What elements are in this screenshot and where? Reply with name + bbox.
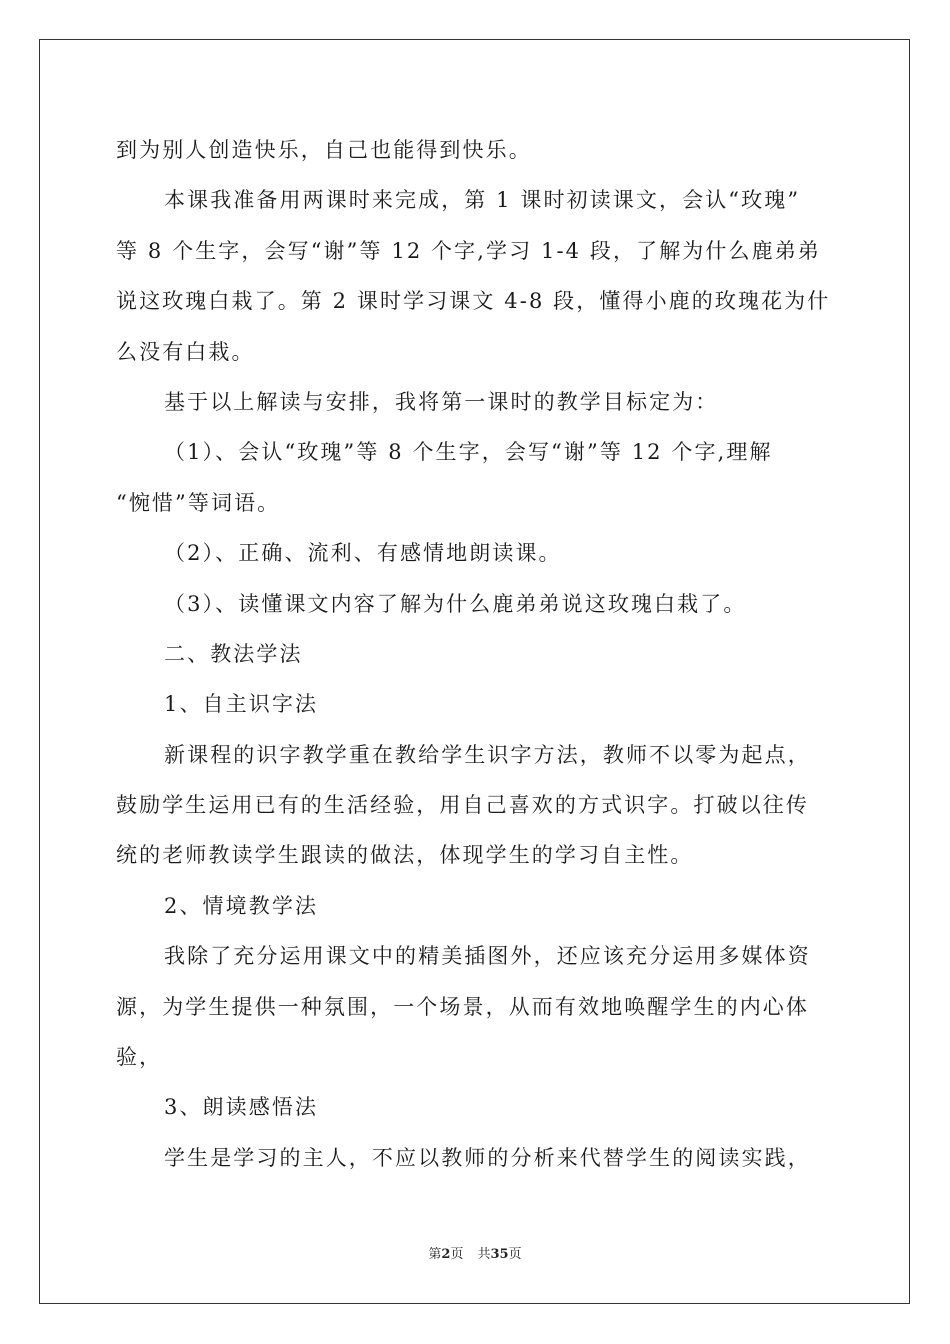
subsection-heading: 3、朗读感悟法 <box>164 1095 319 1120</box>
text-line: 等 8 个生字，会写“谢”等 12 个字,学习 1-4 段，了解为什么鹿弟弟 <box>116 238 821 263</box>
subsection-heading: 1、自主识字法 <box>164 692 319 717</box>
text-line: 到为别人创造快乐，自己也能得到快乐。 <box>116 138 532 162</box>
section-heading: 二、教法学法 <box>164 641 303 666</box>
text-line: 新课程的识字教学重在教给学生识字方法，教师不以零为起点， <box>164 742 811 767</box>
page-number: 2 <box>441 1247 451 1262</box>
text-line: “惋惜”等词语。 <box>116 490 281 515</box>
text-line: 统的老师教读学生跟读的做法，体现学生的学习自主性。 <box>116 843 694 868</box>
text-line: 本课我准备用两课时来完成，第 1 课时初读课文，会认“玫瑰” <box>164 188 801 213</box>
text-line: 验， <box>116 1045 163 1070</box>
text-line: 鼓励学生运用已有的生活经验，用自己喜欢的方式识字。打破以往传 <box>116 793 809 818</box>
text-line: （3）、读懂课文内容了解为什么鹿弟弟说这玫瑰白栽了。 <box>164 591 747 616</box>
text-line: 学生是学习的主人，不应以教师的分析来代替学生的阅读实践， <box>164 1145 811 1170</box>
total-pages: 35 <box>490 1247 509 1262</box>
text-line: 基于以上解读与安排，我将第一课时的教学目标定为： <box>164 389 719 414</box>
total-suffix: 页 <box>508 1247 522 1262</box>
text-line: 源，为学生提供一种氛围，一个场景，从而有效地唤醒学生的内心体 <box>116 994 809 1019</box>
text-line: 我除了充分运用课文中的精美插图外，还应该充分运用多媒体资 <box>164 944 811 969</box>
total-prefix: 共 <box>477 1247 491 1262</box>
page-footer <box>0 1245 950 1265</box>
subsection-heading: 2、情境教学法 <box>164 893 319 918</box>
document-body <box>116 125 836 1183</box>
text-line: （2）、正确、流利、有感情地朗读课。 <box>164 541 562 566</box>
text-line: 么没有白栽。 <box>116 339 255 364</box>
page-suffix: 页 <box>450 1247 464 1262</box>
page-prefix: 第 <box>428 1247 442 1262</box>
text-line: 说这玫瑰白栽了。第 2 课时学习课文 4-8 段，懂得小鹿的玫瑰花为什 <box>116 289 831 314</box>
text-line: （1）、会认“玫瑰”等 8 个生字，会写“谢”等 12 个字,理解 <box>164 440 773 465</box>
